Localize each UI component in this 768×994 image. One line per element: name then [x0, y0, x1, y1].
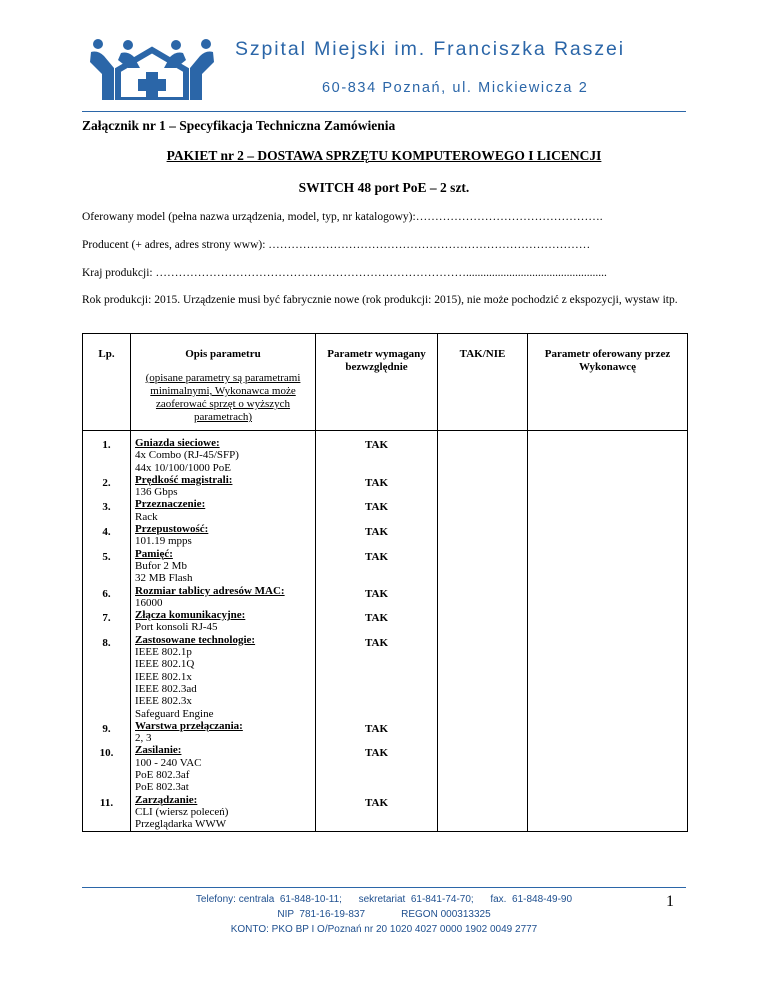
parameter-description: [131, 794, 316, 831]
required-value: TAK: [316, 634, 438, 720]
row-number: 4.: [83, 523, 131, 548]
offered-parameter-cell[interactable]: [528, 548, 688, 585]
row-number: 11.: [83, 794, 131, 831]
table-row: [83, 794, 688, 831]
table-row: [83, 634, 688, 720]
parameter-value: Safeguard Engine: [135, 707, 214, 720]
required-value: TAK: [316, 474, 438, 499]
required-value: TAK: [316, 720, 438, 745]
specification-table: [82, 333, 688, 832]
model-line: Oferowany model (pełna nazwa urządzenia, model, typ, nr katalogowy):………………………………………….: [82, 211, 603, 223]
parameter-value: Przeglądarka WWW: [135, 818, 227, 831]
parameter-value: 100 - 240 VAC: [135, 756, 202, 769]
header-wymagany: Parametr wymagany bezwzględnie: [316, 334, 438, 431]
taknie-cell[interactable]: [438, 720, 528, 745]
offered-parameter-cell[interactable]: [528, 498, 688, 523]
offered-parameter-cell[interactable]: [528, 634, 688, 720]
parameter-description: [131, 720, 316, 745]
parameter-value: IEEE 802.3ad: [135, 682, 197, 695]
package-title: [0, 148, 768, 164]
row-number: 10.: [83, 744, 131, 793]
offered-parameter-cell[interactable]: [528, 744, 688, 793]
offered-parameter-cell[interactable]: [528, 720, 688, 745]
parameter-description: [131, 548, 316, 585]
parameter-value: 44x 10/100/1000 PoE: [135, 461, 231, 474]
taknie-cell[interactable]: [438, 744, 528, 793]
parameter-value: PoE 802.3af: [135, 769, 190, 782]
parameter-title: Zasilanie:: [135, 744, 182, 757]
parameter-value: IEEE 802.1p: [135, 646, 192, 659]
hospital-address: 60-834 Poznań, ul. Mickiewicza 2: [322, 80, 589, 96]
product-title: SWITCH 48 port PoE – 2 szt.: [298, 180, 470, 195]
parameter-description: [131, 431, 316, 474]
parameter-title: Zarządzanie:: [135, 793, 198, 806]
production-year-paragraph: Rok produkcji: 2015. Urządzenie musi być fabrycznie nowe (rok produkcji: 2015), nie może pochodzić z ekspozycji, wystaw itp.: [82, 294, 678, 306]
parameter-title: Gniazda sieciowe:: [135, 437, 220, 449]
required-value: TAK: [316, 794, 438, 831]
header-oferowany: Parametr oferowany przez Wykonawcę: [528, 334, 688, 431]
offered-parameter-cell[interactable]: [528, 523, 688, 548]
taknie-cell[interactable]: [438, 523, 528, 548]
offered-parameter-cell[interactable]: [528, 474, 688, 499]
row-number: 3.: [83, 498, 131, 523]
hospital-logo-icon: [88, 38, 216, 100]
parameter-title: Rozmiar tablicy adresów MAC:: [135, 584, 285, 597]
parameter-title: Warstwa przełączania:: [135, 719, 243, 732]
offered-parameter-cell[interactable]: [528, 609, 688, 634]
header-opis-label: Opis parametru: [185, 348, 261, 360]
parameter-title: Przepustowość:: [135, 523, 209, 536]
required-value: TAK: [316, 744, 438, 793]
table-header-row: [83, 334, 688, 431]
annex-title: Załącznik nr 1 – Specyfikacja Techniczna Zamówienia: [82, 118, 396, 133]
offered-parameter-cell[interactable]: [528, 431, 688, 474]
package-title-text: PAKIET nr 2 – DOSTAWA SPRZĘTU KOMPUTEROWEGO I LICENCJI: [166, 148, 602, 163]
taknie-cell[interactable]: [438, 634, 528, 720]
parameter-title: Złącza komunikacyjne:: [135, 609, 246, 622]
required-value: TAK: [316, 585, 438, 610]
offered-parameter-cell[interactable]: [528, 794, 688, 831]
header-taknie: TAK/NIE: [438, 334, 528, 431]
parameter-value: 2, 3: [135, 732, 152, 745]
table-row: [83, 474, 688, 499]
parameter-value: CLI (wiersz poleceń): [135, 805, 229, 818]
parameter-value: 4x Combo (RJ-45/SFP): [135, 449, 239, 462]
footer-divider: [82, 887, 686, 888]
parameter-value: 32 MB Flash: [135, 572, 193, 585]
taknie-cell[interactable]: [438, 585, 528, 610]
producer-line: Producent (+ adres, adres strony www): …………………………………………………………………………: [82, 239, 591, 251]
hospital-name: Szpital Miejski im. Franciszka Raszei: [235, 38, 625, 60]
country-line: Kraj produkcji: ……………………………………………………………………….................................................: [82, 267, 607, 279]
row-number: 6.: [83, 585, 131, 610]
parameter-description: [131, 744, 316, 793]
taknie-cell[interactable]: [438, 548, 528, 585]
header-opis: [131, 334, 316, 431]
parameter-description: [131, 609, 316, 634]
required-value: TAK: [316, 548, 438, 585]
header-divider: [82, 111, 686, 112]
parameter-description: [131, 498, 316, 523]
parameter-description: [131, 474, 316, 499]
table-row: [83, 744, 688, 793]
required-value: TAK: [316, 609, 438, 634]
required-value: TAK: [316, 523, 438, 548]
taknie-cell[interactable]: [438, 794, 528, 831]
page-number: 1: [666, 893, 674, 910]
parameter-value: Port konsoli RJ-45: [135, 621, 218, 634]
table-row: [83, 548, 688, 585]
parameter-title: Przeznaczenie:: [135, 498, 206, 511]
row-number: 7.: [83, 609, 131, 634]
parameter-title: Zastosowane technologie:: [135, 633, 256, 646]
taknie-cell[interactable]: [438, 498, 528, 523]
parameter-description: [131, 634, 316, 720]
required-value: TAK: [316, 498, 438, 523]
taknie-cell[interactable]: [438, 474, 528, 499]
footer-account: KONTO: PKO BP I O/Poznań nr 20 1020 4027 0000 1902 0049 2777: [230, 924, 538, 935]
taknie-cell[interactable]: [438, 609, 528, 634]
footer-phones: Telefony: centrala 61-848-10-11; sekretariat 61-841-74-70; fax. 61-848-49-90: [195, 894, 573, 905]
row-number: 8.: [83, 634, 131, 720]
parameter-value: Rack: [135, 510, 158, 523]
parameter-title: Prędkość magistrali:: [135, 473, 233, 486]
header-opis-note: (opisane parametry są parametrami minimalnymi, Wykonawca może zaoferować sprzęt o wyższych parametrach): [145, 372, 301, 423]
parameter-value: IEEE 802.3x: [135, 695, 192, 708]
parameter-value: IEEE 802.1x: [135, 670, 192, 683]
table-row: [83, 523, 688, 548]
offered-parameter-cell[interactable]: [528, 585, 688, 610]
table-row: [83, 431, 688, 474]
parameter-value: 101.19 mpps: [135, 535, 192, 548]
table-row: [83, 498, 688, 523]
parameter-description: [131, 585, 316, 610]
parameter-value: Bufor 2 Mb: [135, 559, 187, 572]
parameter-value: IEEE 802.1Q: [135, 658, 195, 671]
footer-nip-regon: NIP 781-16-19-837 REGON 000313325: [277, 909, 491, 920]
parameter-value: 16000: [135, 596, 163, 609]
taknie-cell[interactable]: [438, 431, 528, 474]
row-number: 1.: [83, 431, 131, 474]
table-row: [83, 720, 688, 745]
table-row: [83, 585, 688, 610]
parameter-value: PoE 802.3at: [135, 781, 189, 794]
header-lp: Lp.: [83, 334, 131, 431]
required-value: TAK: [316, 431, 438, 474]
parameter-title: Pamięć:: [135, 547, 173, 560]
row-number: 5.: [83, 548, 131, 585]
row-number: 9.: [83, 720, 131, 745]
table-row: [83, 609, 688, 634]
row-number: 2.: [83, 474, 131, 499]
parameter-description: [131, 523, 316, 548]
parameter-value: 136 Gbps: [135, 486, 178, 499]
